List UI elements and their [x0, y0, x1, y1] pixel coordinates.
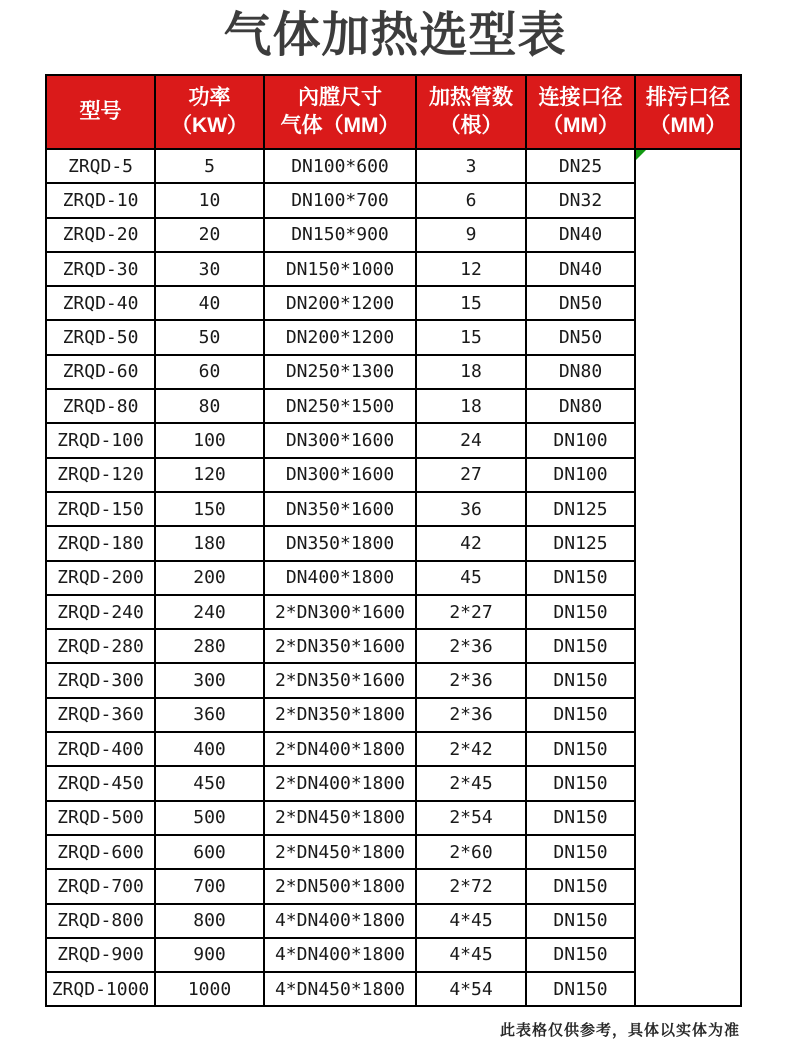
cell-heater-tube-count: 4*45 — [416, 938, 526, 972]
cell-chamber-size: DN150*900 — [264, 218, 416, 252]
cell-connection-diameter: DN100 — [526, 423, 635, 457]
cell-power-kw: 100 — [155, 423, 264, 457]
cell-connection-diameter: DN150 — [526, 698, 635, 732]
cell-heater-tube-count: 9 — [416, 218, 526, 252]
cell-heater-tube-count: 4*45 — [416, 904, 526, 938]
cell-power-kw: 800 — [155, 904, 264, 938]
cell-model: ZRQD-240 — [46, 595, 155, 629]
cell-connection-diameter: DN150 — [526, 972, 635, 1006]
cell-connection-diameter: DN150 — [526, 904, 635, 938]
cell-heater-tube-count: 15 — [416, 320, 526, 354]
cell-model: ZRQD-360 — [46, 698, 155, 732]
cell-power-kw: 400 — [155, 732, 264, 766]
cell-power-kw: 40 — [155, 286, 264, 320]
cell-power-kw: 360 — [155, 698, 264, 732]
col-header-power-kw — [155, 75, 264, 149]
cell-chamber-size: DN200*1200 — [264, 320, 416, 354]
cell-model: ZRQD-200 — [46, 561, 155, 595]
col-header-line: 內膛尺寸 — [298, 85, 382, 109]
cell-connection-diameter: DN80 — [526, 355, 635, 389]
cell-power-kw: 300 — [155, 663, 264, 697]
col-header-connection-diameter — [526, 75, 635, 149]
cell-heater-tube-count: 2*36 — [416, 663, 526, 697]
cell-chamber-size: 4*DN400*1800 — [264, 938, 416, 972]
cell-power-kw: 180 — [155, 526, 264, 560]
cell-chamber-size: DN350*1800 — [264, 526, 416, 560]
cell-connection-diameter: DN150 — [526, 869, 635, 903]
cell-heater-tube-count: 18 — [416, 355, 526, 389]
cell-model: ZRQD-400 — [46, 732, 155, 766]
cell-connection-diameter: DN80 — [526, 389, 635, 423]
cell-chamber-size: 2*DN350*1600 — [264, 629, 416, 663]
cell-power-kw: 280 — [155, 629, 264, 663]
cell-model: ZRQD-40 — [46, 286, 155, 320]
cell-chamber-size: DN300*1600 — [264, 458, 416, 492]
page-title: 气体加热选型表 — [223, 9, 567, 62]
cell-model: ZRQD-10 — [46, 183, 155, 217]
cell-connection-diameter: DN150 — [526, 561, 635, 595]
cell-model: ZRQD-300 — [46, 663, 155, 697]
cell-model: ZRQD-1000 — [46, 972, 155, 1006]
col-header-line: 型号 — [79, 99, 122, 123]
col-header-line: 功率 — [188, 85, 231, 109]
cell-heater-tube-count: 2*36 — [416, 698, 526, 732]
cell-chamber-size: 2*DN350*1600 — [264, 663, 416, 697]
cell-heater-tube-count: 36 — [416, 492, 526, 526]
cell-chamber-size: DN100*700 — [264, 183, 416, 217]
col-header-line: （MM） — [542, 114, 619, 137]
cell-model: ZRQD-60 — [46, 355, 155, 389]
cell-heater-tube-count: 2*54 — [416, 801, 526, 835]
cell-power-kw: 900 — [155, 938, 264, 972]
cell-connection-diameter: DN150 — [526, 663, 635, 697]
cell-connection-diameter: DN50 — [526, 286, 635, 320]
cell-connection-diameter: DN40 — [526, 252, 635, 286]
cell-power-kw: 150 — [155, 492, 264, 526]
cell-model: ZRQD-500 — [46, 801, 155, 835]
cell-connection-diameter: DN25 — [526, 149, 635, 183]
cell-model: ZRQD-800 — [46, 904, 155, 938]
cell-connection-diameter: DN32 — [526, 183, 635, 217]
cell-chamber-size: DN350*1600 — [264, 492, 416, 526]
cell-drain-diameter-merged — [635, 149, 741, 1006]
cell-heater-tube-count: 18 — [416, 389, 526, 423]
cell-heater-tube-count: 27 — [416, 458, 526, 492]
col-header-line: 气体（MM） — [280, 114, 400, 137]
cell-heater-tube-count: 4*54 — [416, 972, 526, 1006]
cell-model: ZRQD-450 — [46, 766, 155, 800]
cell-connection-diameter: DN100 — [526, 458, 635, 492]
col-header-drain-diameter — [635, 75, 741, 149]
cell-power-kw: 30 — [155, 252, 264, 286]
cell-power-kw: 600 — [155, 835, 264, 869]
cell-power-kw: 80 — [155, 389, 264, 423]
cell-heater-tube-count: 2*42 — [416, 732, 526, 766]
table-header-row — [46, 75, 741, 149]
cell-chamber-size: 2*DN300*1600 — [264, 595, 416, 629]
table-body — [46, 149, 741, 1006]
cell-connection-diameter: DN150 — [526, 766, 635, 800]
cell-heater-tube-count: 24 — [416, 423, 526, 457]
cell-power-kw: 240 — [155, 595, 264, 629]
cell-heater-tube-count: 2*60 — [416, 835, 526, 869]
cell-model: ZRQD-280 — [46, 629, 155, 663]
cell-chamber-size: 2*DN450*1800 — [264, 801, 416, 835]
cell-model: ZRQD-700 — [46, 869, 155, 903]
col-header-line: 加热管数 — [429, 85, 513, 109]
cell-power-kw: 50 — [155, 320, 264, 354]
cell-chamber-size: DN250*1300 — [264, 355, 416, 389]
cell-model: ZRQD-20 — [46, 218, 155, 252]
cell-model: ZRQD-80 — [46, 389, 155, 423]
cell-chamber-size: 2*DN400*1800 — [264, 732, 416, 766]
cell-heater-tube-count: 2*72 — [416, 869, 526, 903]
cell-connection-diameter: DN125 — [526, 492, 635, 526]
col-header-line: 连接口径 — [538, 85, 623, 109]
cell-heater-tube-count: 42 — [416, 526, 526, 560]
cell-model: ZRQD-150 — [46, 492, 155, 526]
cell-heater-tube-count: 2*36 — [416, 629, 526, 663]
col-header-chamber-size — [264, 75, 416, 149]
cell-model: ZRQD-30 — [46, 252, 155, 286]
cell-model: ZRQD-50 — [46, 320, 155, 354]
cell-heater-tube-count: 12 — [416, 252, 526, 286]
cell-power-kw: 200 — [155, 561, 264, 595]
cell-connection-diameter: DN150 — [526, 938, 635, 972]
table-row — [46, 149, 741, 183]
cell-connection-diameter: DN50 — [526, 320, 635, 354]
cell-connection-diameter: DN150 — [526, 595, 635, 629]
cell-chamber-size: DN300*1600 — [264, 423, 416, 457]
cell-chamber-size: 2*DN350*1800 — [264, 698, 416, 732]
cell-connection-diameter: DN40 — [526, 218, 635, 252]
col-header-heater-tube-count — [416, 75, 526, 149]
cell-connection-diameter: DN150 — [526, 801, 635, 835]
cell-chamber-size: 4*DN450*1800 — [264, 972, 416, 1006]
spec-table — [45, 74, 742, 1007]
cell-connection-diameter: DN150 — [526, 629, 635, 663]
col-header-line: （MM） — [649, 114, 727, 137]
cell-model: ZRQD-120 — [46, 458, 155, 492]
cell-connection-diameter: DN125 — [526, 526, 635, 560]
cell-chamber-size: DN200*1200 — [264, 286, 416, 320]
cell-model: ZRQD-900 — [46, 938, 155, 972]
green-corner-marker-icon — [636, 150, 646, 160]
cell-power-kw: 5 — [155, 149, 264, 183]
footnote: 此表格仅供参考，具体以实体为准 — [499, 1022, 740, 1039]
cell-power-kw: 450 — [155, 766, 264, 800]
cell-heater-tube-count: 15 — [416, 286, 526, 320]
cell-chamber-size: DN150*1000 — [264, 252, 416, 286]
cell-heater-tube-count: 45 — [416, 561, 526, 595]
cell-heater-tube-count: 2*27 — [416, 595, 526, 629]
cell-heater-tube-count: 6 — [416, 183, 526, 217]
col-header-line: 排污口径 — [646, 85, 730, 109]
cell-power-kw: 20 — [155, 218, 264, 252]
cell-model: ZRQD-180 — [46, 526, 155, 560]
cell-chamber-size: 2*DN500*1800 — [264, 869, 416, 903]
cell-connection-diameter: DN150 — [526, 732, 635, 766]
cell-heater-tube-count: 3 — [416, 149, 526, 183]
cell-power-kw: 500 — [155, 801, 264, 835]
col-header-line: （KW） — [171, 114, 248, 137]
col-header-model — [46, 75, 155, 149]
cell-model: ZRQD-600 — [46, 835, 155, 869]
cell-power-kw: 10 — [155, 183, 264, 217]
cell-power-kw: 700 — [155, 869, 264, 903]
cell-chamber-size: DN400*1800 — [264, 561, 416, 595]
cell-power-kw: 1000 — [155, 972, 264, 1006]
cell-model: ZRQD-100 — [46, 423, 155, 457]
cell-chamber-size: DN100*600 — [264, 149, 416, 183]
cell-connection-diameter: DN150 — [526, 835, 635, 869]
col-header-line: （根） — [439, 114, 503, 137]
cell-model: ZRQD-5 — [46, 149, 155, 183]
cell-chamber-size: 2*DN400*1800 — [264, 766, 416, 800]
cell-power-kw: 60 — [155, 355, 264, 389]
cell-power-kw: 120 — [155, 458, 264, 492]
cell-heater-tube-count: 2*45 — [416, 766, 526, 800]
cell-chamber-size: 4*DN400*1800 — [264, 904, 416, 938]
cell-chamber-size: 2*DN450*1800 — [264, 835, 416, 869]
cell-chamber-size: DN250*1500 — [264, 389, 416, 423]
